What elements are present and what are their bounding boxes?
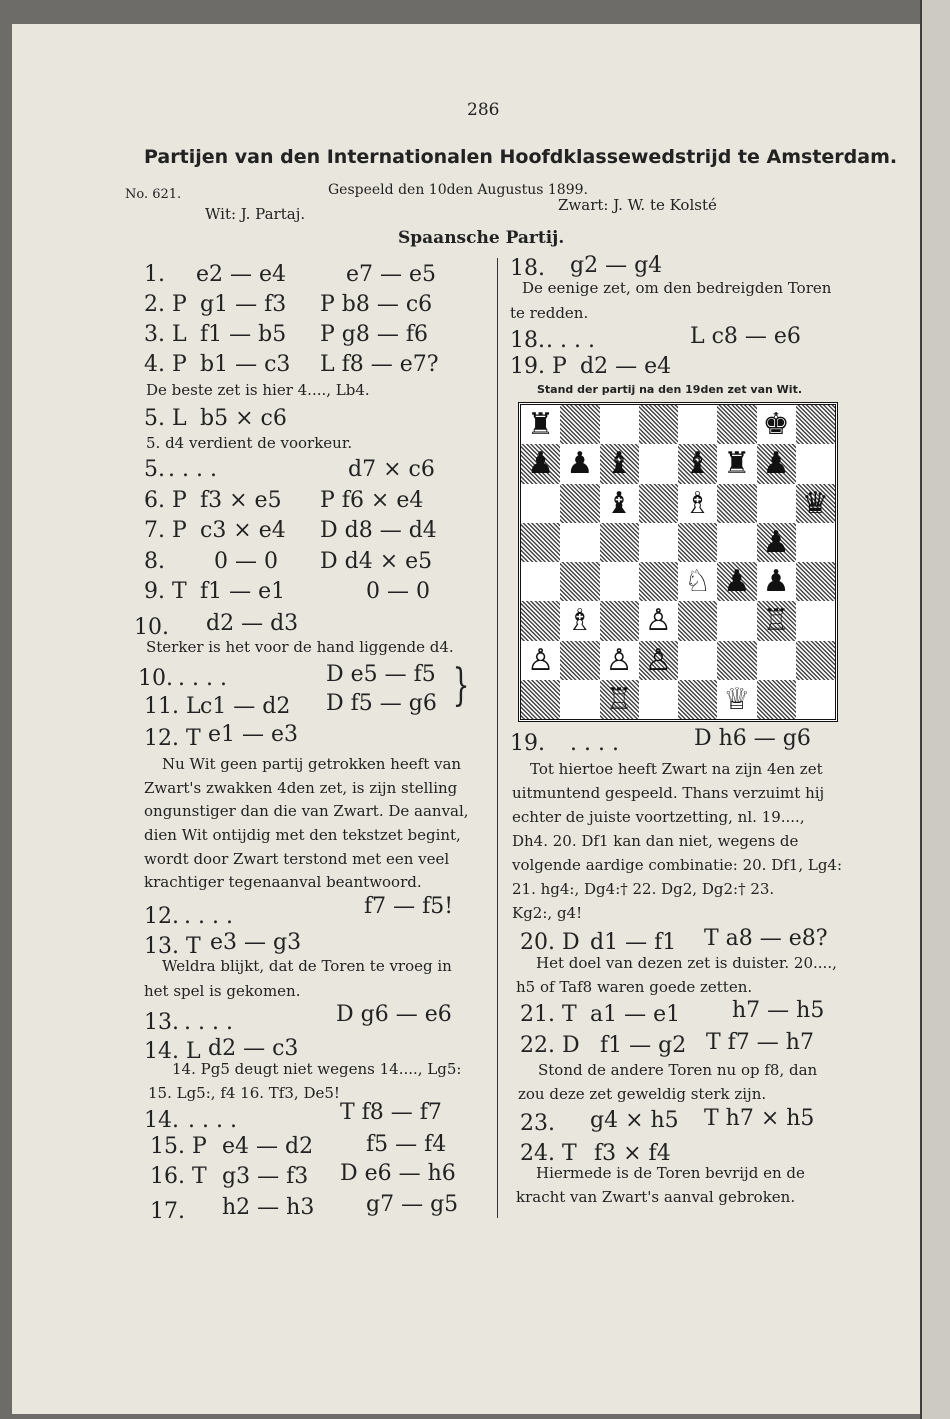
board-square [560, 562, 599, 601]
move-12-white: e1 — e3 [208, 722, 299, 747]
move-7-number: 7. P [144, 518, 187, 543]
move-1-number: 1. [144, 262, 165, 287]
page-title: Partijen van den Internationalen Hoofdklassewedstrijd te Amsterdam. [144, 146, 898, 168]
note-19-line-4: Dh4. 20. Df1 kan dan niet, wegens de [512, 832, 799, 850]
move-13b-white: . . . . [184, 1010, 233, 1035]
move-12b-number: 12. [144, 904, 179, 929]
move-6-white: f3 × e5 [200, 488, 282, 513]
note-14-line-1: 14. Pg5 deugt niet wegens 14...., Lg5: [172, 1060, 462, 1078]
move-22-number: 22. D [520, 1033, 580, 1058]
move-3-number: 3. L [144, 322, 187, 347]
move-19b-black: D h6 — g6 [694, 726, 811, 751]
move-5b-number: 5. [144, 457, 165, 482]
note-14-line-2: 15. Lg5:, f4 16. Tf3, De5! [148, 1084, 340, 1102]
board-square [757, 641, 796, 680]
move-16-number: 16. T [150, 1164, 207, 1189]
black-bishop-icon: ♝ [605, 485, 633, 521]
board-square [796, 562, 835, 601]
move-10b-black: D e5 — f5 [326, 662, 436, 687]
move-10b-number: 10. [138, 666, 173, 691]
white-pawn-icon: ♙ [644, 603, 672, 639]
note-22-line-1: Stond de andere Toren nu op f8, dan [538, 1061, 818, 1079]
note-20-line-2: h5 of Taf8 waren goede zetten. [516, 978, 753, 996]
move-23-number: 23. [520, 1111, 555, 1136]
move-22-black: T f7 — h7 [706, 1030, 814, 1055]
move-11-white: c1 — d2 [200, 694, 291, 719]
black-bishop-icon: ♝ [605, 446, 633, 482]
white-pawn-icon: ♙ [644, 642, 672, 678]
move-14b-black: T f8 — f7 [340, 1100, 442, 1125]
move-5-number: 5. L [144, 406, 187, 431]
move-12b-white: . . . . [184, 904, 233, 929]
board-square [796, 680, 835, 719]
board-square [600, 405, 639, 444]
white-rook-icon: ♖ [605, 681, 633, 717]
note-12-line-1: Nu Wit geen partij getrokken heeft van [162, 755, 462, 773]
board-square [600, 601, 639, 640]
board-square [560, 523, 599, 562]
move-5b-white: . . . . [168, 457, 217, 482]
move-19-white: d2 — e4 [580, 354, 672, 379]
board-square [521, 562, 560, 601]
brace-mark: } [452, 660, 470, 711]
move-11-number: 11. L [144, 694, 201, 719]
move-14b-number: 14. [144, 1108, 179, 1133]
move-10-white: d2 — d3 [206, 611, 299, 636]
move-12b-black: f7 — f5! [364, 894, 454, 919]
board-square [796, 405, 835, 444]
note-19-line-5: volgende aardige combinatie: 20. Df1, Lg4: [512, 856, 843, 874]
move-9-white: f1 — e1 [200, 579, 286, 604]
move-15-black: f5 — f4 [366, 1132, 447, 1157]
board-square [639, 444, 678, 483]
board-square [796, 523, 835, 562]
board-square [717, 641, 756, 680]
chess-board [518, 402, 838, 722]
move-7-black: D d8 — d4 [320, 518, 437, 543]
black-pawn-icon: ♟ [762, 564, 790, 599]
board-square [796, 601, 835, 640]
move-7-white: c3 × e4 [200, 518, 286, 543]
white-pawn-icon: ♙ [605, 642, 633, 678]
move-3-black: P g8 — f6 [320, 322, 429, 347]
board-square [678, 601, 717, 640]
black-pawn-icon: ♟ [762, 524, 790, 560]
white-knight-icon: ♘ [684, 564, 712, 599]
board-square [560, 405, 599, 444]
move-5b-black: d7 × c6 [348, 457, 435, 482]
note-20-line-1: Het doel van dezen zet is duister. 20...., [536, 954, 837, 972]
move-10-number: 10. [134, 615, 169, 640]
board-square [796, 641, 835, 680]
board-square [678, 641, 717, 680]
board-square [678, 523, 717, 562]
move-17-number: 17. [150, 1199, 185, 1224]
move-13b-number: 13. [144, 1010, 179, 1035]
move-19b-white: . . . . [570, 731, 619, 756]
move-21-white: a1 — e1 [590, 1002, 681, 1027]
column-divider [497, 258, 498, 1218]
move-10b-white: . . . . [178, 666, 227, 691]
black-player: Zwart: J. W. te Kolsté [558, 196, 717, 214]
black-rook-icon: ♜ [527, 407, 555, 442]
board-square [521, 680, 560, 719]
move-19-number: 19. P [510, 354, 567, 379]
move-16-white: g3 — f3 [222, 1164, 309, 1189]
board-square [717, 484, 756, 523]
game-number: No. 621. [125, 187, 182, 202]
black-bishop-icon: ♝ [684, 446, 712, 482]
move-8-black: D d4 × e5 [320, 549, 433, 574]
note-19-line-1: Tot hiertoe heeft Zwart na zijn 4en zet [530, 760, 823, 778]
board-square [560, 484, 599, 523]
move-2-white: g1 — f3 [200, 292, 287, 317]
played-date: Gespeeld den 10den Augustus 1899. [328, 182, 588, 198]
note-4: De beste zet is hier 4...., Lb4. [146, 381, 370, 399]
board-square [521, 601, 560, 640]
move-22-white: f1 — g2 [600, 1033, 687, 1058]
move-6-black: P f6 × e4 [320, 488, 424, 513]
move-12-number: 12. T [144, 726, 201, 751]
board-square [639, 405, 678, 444]
board-square [521, 523, 560, 562]
move-11-black: D f5 — g6 [326, 691, 437, 716]
move-17-white: h2 — h3 [222, 1195, 315, 1220]
board-square [639, 680, 678, 719]
board-square [600, 523, 639, 562]
move-18b-black: L c8 — e6 [690, 324, 801, 349]
board-square [717, 601, 756, 640]
board-square [639, 523, 678, 562]
black-pawn-icon: ♟ [527, 446, 555, 482]
move-21-black: h7 — h5 [732, 998, 825, 1023]
move-17-black: g7 — g5 [366, 1192, 459, 1217]
move-3-white: f1 — b5 [200, 322, 287, 347]
page-number: 286 [467, 100, 500, 120]
note-12-line-4: dien Wit ontijdig met den tekstzet begint, [144, 826, 461, 844]
white-rook-icon: ♖ [762, 603, 790, 639]
board-square [717, 405, 756, 444]
move-13b-black: D g6 — e6 [336, 1002, 452, 1027]
board-square [639, 484, 678, 523]
black-pawn-icon: ♟ [566, 446, 594, 482]
move-14-number: 14. L [144, 1039, 201, 1064]
opening-name: Spaansche Partij. [398, 228, 565, 248]
move-13-white: e3 — g3 [210, 930, 302, 955]
move-2-black: P b8 — c6 [320, 292, 433, 317]
white-queen-icon: ♕ [723, 681, 751, 717]
move-1-black: e7 — e5 [346, 262, 437, 287]
note-12-line-2: Zwart's zwakken 4den zet, is zijn stelling [144, 779, 458, 797]
note-12-line-5: wordt door Zwart terstond met een veel [144, 850, 450, 868]
note-5: 5. d4 verdient de voorkeur. [146, 434, 353, 452]
black-rook-icon: ♜ [723, 446, 751, 482]
board-square [600, 562, 639, 601]
move-5-white: b5 × c6 [200, 406, 287, 431]
note-19-line-2: uitmuntend gespeeld. Thans verzuimt hij [512, 784, 825, 802]
move-13-number: 13. T [144, 934, 201, 959]
black-king-icon: ♚ [762, 407, 790, 442]
black-pawn-icon: ♟ [723, 564, 751, 599]
move-6-number: 6. P [144, 488, 187, 513]
board-square [521, 484, 560, 523]
move-23-black: T h7 × h5 [704, 1106, 815, 1131]
note-19-line-7: Kg2:, g4! [512, 904, 583, 922]
note-24-line-2: kracht van Zwart's aanval gebroken. [516, 1188, 796, 1206]
move-15-number: 15. P [150, 1134, 207, 1159]
move-18b-number: 18. [510, 328, 545, 353]
move-4-number: 4. P [144, 352, 187, 377]
move-14-white: d2 — c3 [208, 1036, 299, 1061]
note-13-line-2: het spel is gekomen. [144, 982, 301, 1000]
move-8-white: 0 — 0 [214, 549, 278, 574]
white-bishop-icon: ♗ [566, 603, 594, 639]
board-square [560, 680, 599, 719]
move-24-white: f3 × f4 [594, 1141, 671, 1166]
black-queen-icon: ♛ [801, 485, 829, 521]
move-14b-white: . . . . [188, 1108, 237, 1133]
note-19-line-6: 21. hg4:, Dg4:† 22. Dg2, Dg2:† 23. [512, 880, 775, 898]
move-2-number: 2. P [144, 292, 187, 317]
move-18b-white: . . . . [546, 328, 595, 353]
board-square [717, 523, 756, 562]
board-square [678, 405, 717, 444]
move-24-number: 24. T [520, 1141, 577, 1166]
note-12-line-6: krachtiger tegenaanval beantwoord. [144, 873, 422, 891]
move-20-white: d1 — f1 [590, 930, 677, 955]
move-21-number: 21. T [520, 1002, 577, 1027]
board-square [639, 562, 678, 601]
move-18-number: 18. [510, 256, 545, 281]
move-15-white: e4 — d2 [222, 1134, 314, 1159]
note-22-line-2: zou deze zet geweldig sterk zijn. [518, 1085, 767, 1103]
board-square [560, 641, 599, 680]
board-square [757, 680, 796, 719]
black-pawn-icon: ♟ [762, 446, 790, 482]
move-4-black: L f8 — e7? [320, 352, 439, 377]
move-18-white: g2 — g4 [570, 253, 663, 278]
note-12-line-3: ongunstiger dan die van Zwart. De aanval, [144, 802, 469, 820]
note-18-line-2: te redden. [510, 304, 589, 322]
diagram-caption: Stand der partij na den 19den zet van Wit. [537, 383, 803, 396]
note-24-line-1: Hiermede is de Toren bevrijd en de [536, 1164, 805, 1182]
move-16-black: D e6 — h6 [340, 1161, 456, 1186]
page-edge [920, 0, 950, 1419]
note-19-line-3: echter de juiste voortzetting, nl. 19...., [512, 808, 805, 826]
move-23-white: g4 × h5 [590, 1108, 679, 1133]
note-10: Sterker is het voor de hand liggende d4. [146, 638, 454, 656]
board-square [796, 444, 835, 483]
note-18-line-1: De eenige zet, om den bedreigden Toren [522, 279, 832, 297]
move-20-number: 20. D [520, 930, 580, 955]
move-4-white: b1 — c3 [200, 352, 291, 377]
board-square [757, 484, 796, 523]
white-bishop-icon: ♗ [684, 485, 712, 521]
move-20-black: T a8 — e8? [704, 926, 828, 951]
note-13-line-1: Weldra blijkt, dat de Toren te vroeg in [162, 957, 452, 975]
white-player: Wit: J. Partaj. [205, 205, 306, 223]
board-square [678, 680, 717, 719]
move-9-black: 0 — 0 [366, 579, 430, 604]
move-8-number: 8. [144, 549, 165, 574]
move-1-white: e2 — e4 [196, 262, 287, 287]
move-9-number: 9. T [144, 579, 187, 604]
move-19b-number: 19. [510, 731, 545, 756]
white-pawn-icon: ♙ [527, 642, 555, 678]
